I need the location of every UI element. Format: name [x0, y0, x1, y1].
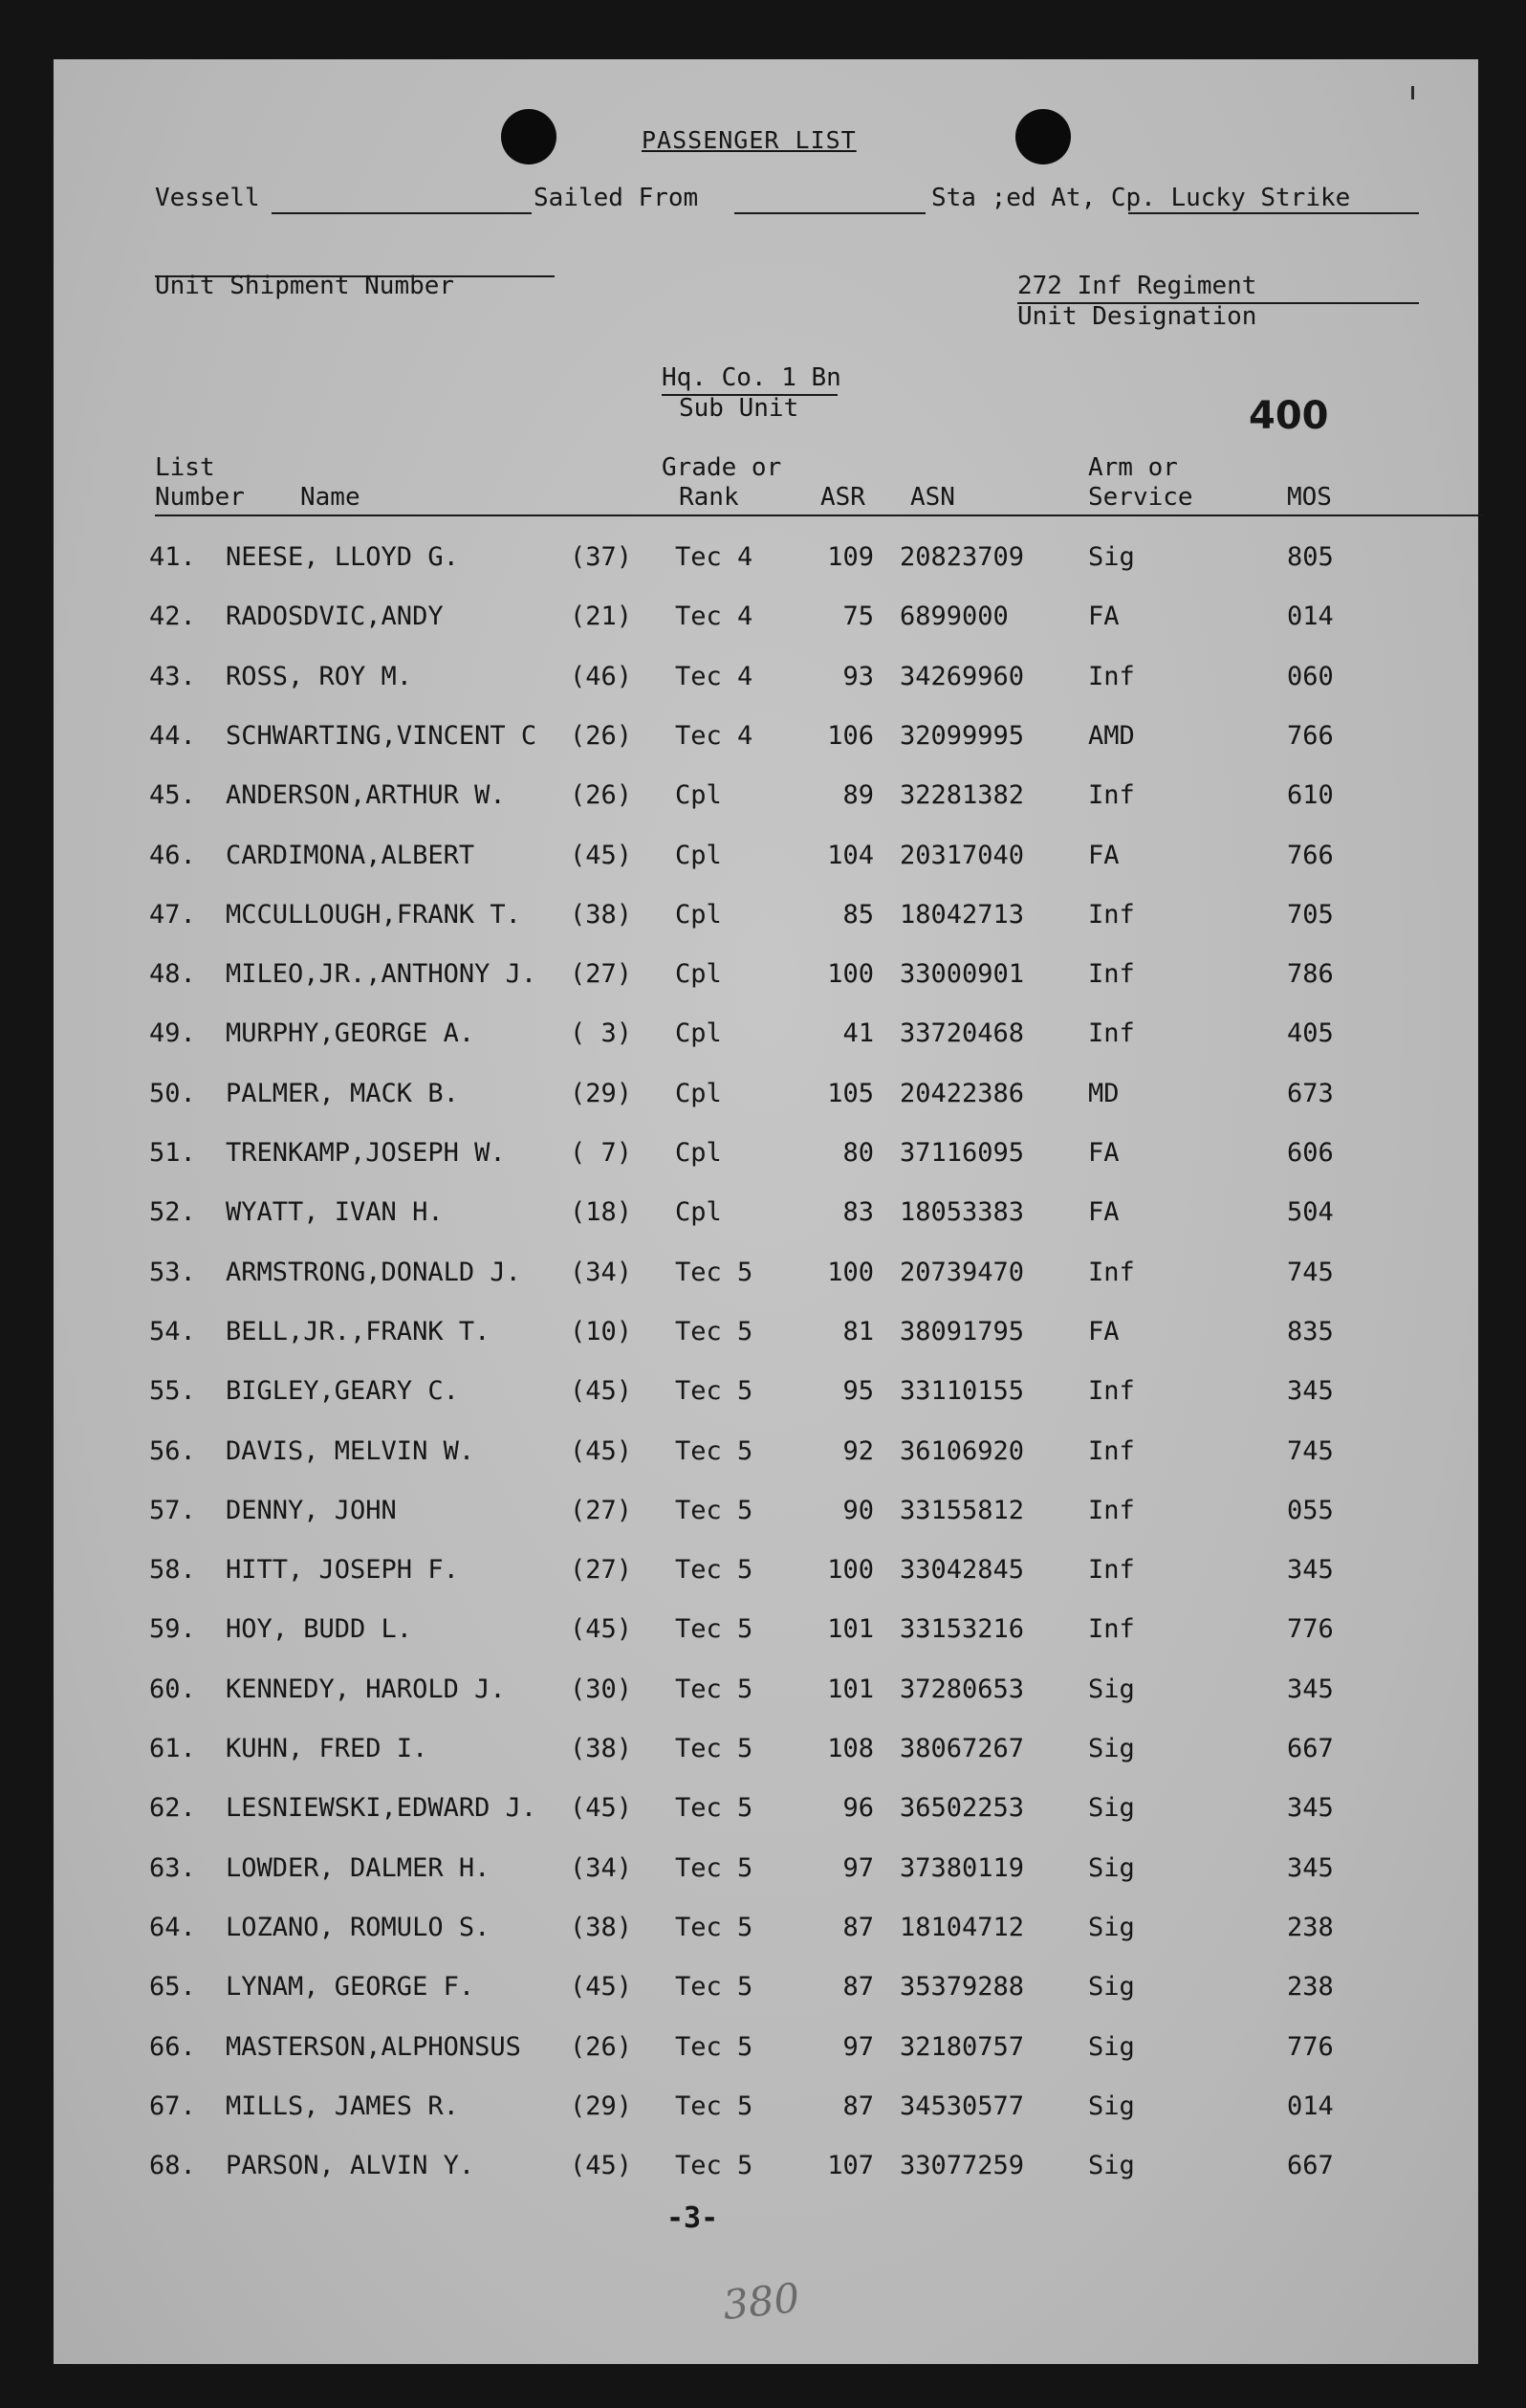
list-number: 51. [149, 1138, 196, 1168]
passenger-name: KENNEDY, HAROLD J. [226, 1675, 506, 1704]
table-row [54, 959, 1478, 997]
mos-code: 766 [1287, 721, 1334, 751]
army-serial-number: 34269960 [900, 662, 1025, 691]
list-number: 47. [149, 900, 196, 930]
list-number: 62. [149, 1793, 196, 1823]
list-number: 64. [149, 1913, 196, 1942]
passenger-name: LYNAM, GEORGE F. [226, 1972, 475, 2002]
army-serial-number: 33042845 [900, 1555, 1025, 1585]
table-row [54, 1376, 1478, 1414]
asr-score: 75 [842, 602, 874, 631]
age: (29) [570, 2091, 633, 2121]
passenger-name: TRENKAMP,JOSEPH W. [226, 1138, 506, 1168]
list-number: 45. [149, 780, 196, 810]
arm-service: Inf [1088, 1376, 1135, 1406]
table-row [54, 1913, 1478, 1951]
mos-code: 776 [1287, 1614, 1334, 1644]
army-serial-number: 20739470 [900, 1258, 1025, 1287]
age: (21) [570, 602, 633, 631]
table-row [54, 1793, 1478, 1831]
list-number: 41. [149, 542, 196, 572]
grade-rank: Tec 5 [675, 1734, 753, 1763]
age: (18) [570, 1197, 633, 1227]
age: (34) [570, 1258, 633, 1287]
table-row [54, 1734, 1478, 1772]
arm-service: Inf [1088, 1555, 1135, 1585]
mos-code: 745 [1287, 1258, 1334, 1287]
mos-header: MOS [1287, 483, 1332, 512]
punch-hole [1015, 109, 1071, 164]
arm-service: Inf [1088, 1018, 1135, 1048]
pencil-annotation: 380 [720, 2273, 802, 2330]
grade-rank: Tec 5 [675, 1793, 753, 1823]
list-number: 50. [149, 1079, 196, 1108]
asr-score: 100 [827, 959, 874, 989]
list-number: 52. [149, 1197, 196, 1227]
list-number-header [155, 453, 245, 513]
asr-score: 97 [842, 1853, 874, 1883]
arm-service: Sig [1088, 1853, 1135, 1883]
asr-score: 105 [827, 1079, 874, 1108]
army-serial-number: 33720468 [900, 1018, 1025, 1048]
asr-score: 107 [827, 2151, 874, 2180]
grade-rank: Tec 5 [675, 2032, 753, 2062]
mos-code: 405 [1287, 1018, 1334, 1048]
regiment-value: 272 Inf Regiment [1017, 272, 1257, 300]
scan-mark [1411, 86, 1414, 99]
arm-service: Sig [1088, 1972, 1135, 2002]
army-serial-number: 33155812 [900, 1496, 1025, 1525]
army-serial-number: 33077259 [900, 2151, 1025, 2180]
sub-unit-value: Hq. Co. 1 Bn [662, 363, 841, 392]
table-row [54, 1436, 1478, 1475]
mos-code: 805 [1287, 542, 1334, 572]
vessel-label: Vessell [155, 184, 260, 212]
mos-code: 345 [1287, 1853, 1334, 1883]
arm-service: Sig [1088, 1675, 1135, 1704]
grade-rank: Cpl [675, 1079, 722, 1108]
asr-score: 104 [827, 841, 874, 870]
age: (38) [570, 1913, 633, 1942]
mos-code: 345 [1287, 1376, 1334, 1406]
asr-score: 80 [842, 1138, 874, 1168]
asr-score: 81 [842, 1317, 874, 1346]
list-number: 42. [149, 602, 196, 631]
age: (46) [570, 662, 633, 691]
unit-shipment-number-label: Unit Shipment Number [155, 272, 455, 300]
mos-code: 667 [1287, 1734, 1334, 1763]
arm-service: Sig [1088, 2032, 1135, 2062]
passenger-name: MCCULLOUGH,FRANK T. [226, 900, 521, 930]
arm-service: Sig [1088, 1913, 1135, 1942]
army-serial-number: 20422386 [900, 1079, 1025, 1108]
age: (45) [570, 1793, 633, 1823]
header-rule [155, 514, 1484, 516]
grade-rank: Tec 5 [675, 2091, 753, 2121]
page-marker: -3- [666, 2201, 719, 2235]
age: (10) [570, 1317, 633, 1346]
list-number: 68. [149, 2151, 196, 2180]
unit-designation-label: Unit Designation [1017, 302, 1257, 331]
list-number: 60. [149, 1675, 196, 1704]
asr-score: 100 [827, 1258, 874, 1287]
army-serial-number: 33000901 [900, 959, 1025, 989]
passenger-name: MILLS, JAMES R. [226, 2091, 459, 2121]
punch-hole [501, 109, 556, 164]
list-number: 55. [149, 1376, 196, 1406]
asr-score: 87 [842, 2091, 874, 2121]
grade-header-line1: Grade or [662, 453, 782, 482]
age: ( 3) [570, 1018, 633, 1048]
sailed-from-label: Sailed From [534, 184, 699, 212]
grade-rank: Cpl [675, 1197, 722, 1227]
army-serial-number: 20823709 [900, 542, 1025, 572]
mos-code: 766 [1287, 841, 1334, 870]
arm-service: FA [1088, 602, 1120, 631]
asr-score: 87 [842, 1972, 874, 2002]
grade-rank: Tec 5 [675, 1376, 753, 1406]
list-number: 61. [149, 1734, 196, 1763]
asr-score: 96 [842, 1793, 874, 1823]
table-row [54, 1853, 1478, 1892]
grade-rank: Tec 5 [675, 1436, 753, 1466]
arm-service: Inf [1088, 1496, 1135, 1525]
mos-code: 705 [1287, 900, 1334, 930]
age: (38) [570, 1734, 633, 1763]
asr-score: 108 [827, 1734, 874, 1763]
passenger-name: NEESE, LLOYD G. [226, 542, 459, 572]
arm-service: Sig [1088, 1793, 1135, 1823]
table-row [54, 1018, 1478, 1057]
asr-score: 85 [842, 900, 874, 930]
arm-service-header [1088, 453, 1193, 513]
passenger-name: CARDIMONA,ALBERT [226, 841, 475, 870]
asr-score: 97 [842, 2032, 874, 2062]
passenger-name: MURPHY,GEORGE A. [226, 1018, 475, 1048]
list-number: 43. [149, 662, 196, 691]
army-serial-number: 34530577 [900, 2091, 1025, 2121]
army-serial-number: 37280653 [900, 1675, 1025, 1704]
age: (45) [570, 1436, 633, 1466]
army-serial-number: 35379288 [900, 1972, 1025, 2002]
arm-service: AMD [1088, 721, 1135, 751]
table-row [54, 780, 1478, 819]
army-serial-number: 32180757 [900, 2032, 1025, 2062]
arm-service: Inf [1088, 780, 1135, 810]
army-serial-number: 18053383 [900, 1197, 1025, 1227]
asn-header: ASN [910, 483, 955, 512]
army-serial-number: 18104712 [900, 1913, 1025, 1942]
service-header-line2: Service [1088, 483, 1193, 512]
age: (27) [570, 1496, 633, 1525]
table-row [54, 1555, 1478, 1593]
vessel-blank [272, 212, 532, 214]
table-row [54, 1138, 1478, 1176]
asr-score: 87 [842, 1913, 874, 1942]
grade-rank: Tec 5 [675, 1913, 753, 1942]
name-header: Name [300, 483, 360, 512]
army-serial-number: 6899000 [900, 602, 1009, 631]
army-serial-number: 37116095 [900, 1138, 1025, 1168]
asr-score: 89 [842, 780, 874, 810]
age: (45) [570, 841, 633, 870]
age: (45) [570, 2151, 633, 2180]
arm-service: FA [1088, 841, 1120, 870]
mos-code: 055 [1287, 1496, 1334, 1525]
mos-code: 345 [1287, 1555, 1334, 1585]
arm-service: Sig [1088, 2151, 1135, 2180]
age: (27) [570, 959, 633, 989]
grade-rank: Tec 4 [675, 602, 753, 631]
passenger-name: DENNY, JOHN [226, 1496, 397, 1525]
asr-score: 95 [842, 1376, 874, 1406]
list-number: 58. [149, 1555, 196, 1585]
table-row [54, 662, 1478, 700]
mos-code: 606 [1287, 1138, 1334, 1168]
passenger-name: MASTERSON,ALPHONSUS [226, 2032, 521, 2062]
arm-service: FA [1088, 1317, 1120, 1346]
sheet-number: 400 [1249, 394, 1329, 438]
age: (37) [570, 542, 633, 572]
mos-code: 835 [1287, 1317, 1334, 1346]
grade-rank: Cpl [675, 841, 722, 870]
passenger-name: RADOSDVIC,ANDY [226, 602, 444, 631]
passenger-name: PARSON, ALVIN Y. [226, 2151, 475, 2180]
arm-service: Sig [1088, 2091, 1135, 2121]
grade-rank: Cpl [675, 1138, 722, 1168]
grade-rank: Tec 5 [675, 1555, 753, 1585]
grade-rank: Tec 5 [675, 1972, 753, 2002]
mos-code: 345 [1287, 1675, 1334, 1704]
army-serial-number: 32099995 [900, 721, 1025, 751]
passenger-name: MILEO,JR.,ANTHONY J. [226, 959, 537, 989]
passenger-name: ROSS, ROY M. [226, 662, 413, 691]
mos-code: 667 [1287, 2151, 1334, 2180]
table-row [54, 1675, 1478, 1713]
mos-code: 504 [1287, 1197, 1334, 1227]
arm-service: FA [1088, 1138, 1120, 1168]
list-number: 49. [149, 1018, 196, 1048]
mos-code: 786 [1287, 959, 1334, 989]
arm-service: Inf [1088, 1436, 1135, 1466]
grade-rank: Tec 5 [675, 1496, 753, 1525]
table-row [54, 2091, 1478, 2130]
mos-code: 060 [1287, 662, 1334, 691]
passenger-list-page [54, 59, 1478, 2364]
asr-score: 101 [827, 1614, 874, 1644]
mos-code: 238 [1287, 1972, 1334, 2002]
table-row [54, 900, 1478, 938]
passenger-name: LOZANO, ROMULO S. [226, 1913, 490, 1942]
grade-rank: Tec 5 [675, 1317, 753, 1346]
age: ( 7) [570, 1138, 633, 1168]
list-number: 46. [149, 841, 196, 870]
age: (45) [570, 1614, 633, 1644]
grade-rank: Tec 5 [675, 1258, 753, 1287]
arm-service: MD [1088, 1079, 1120, 1108]
mos-code: 238 [1287, 1913, 1334, 1942]
list-number: 53. [149, 1258, 196, 1287]
grade-rank: Tec 4 [675, 542, 753, 572]
age: (26) [570, 2032, 633, 2062]
passenger-name: ARMSTRONG,DONALD J. [226, 1258, 521, 1287]
grade-rank: Cpl [675, 959, 722, 989]
table-row [54, 602, 1478, 640]
passenger-name: DAVIS, MELVIN W. [226, 1436, 475, 1466]
passenger-name: KUHN, FRED I. [226, 1734, 428, 1763]
table-row [54, 2151, 1478, 2189]
asr-score: 101 [827, 1675, 874, 1704]
table-row [54, 1496, 1478, 1534]
passenger-name: WYATT, IVAN H. [226, 1197, 444, 1227]
passenger-name: LOWDER, DALMER H. [226, 1853, 490, 1883]
arm-service: Sig [1088, 1734, 1135, 1763]
passenger-name: HITT, JOSEPH F. [226, 1555, 459, 1585]
asr-header: ASR [820, 483, 865, 512]
passenger-name: ANDERSON,ARTHUR W. [226, 780, 506, 810]
army-serial-number: 20317040 [900, 841, 1025, 870]
grade-rank: Tec 5 [675, 1853, 753, 1883]
grade-rank: Cpl [675, 780, 722, 810]
army-serial-number: 18042713 [900, 900, 1025, 930]
grade-rank: Tec 4 [675, 721, 753, 751]
passenger-name: BIGLEY,GEARY C. [226, 1376, 459, 1406]
list-number: 56. [149, 1436, 196, 1466]
list-number: 63. [149, 1853, 196, 1883]
passenger-name: BELL,JR.,FRANK T. [226, 1317, 490, 1346]
passenger-name: PALMER, MACK B. [226, 1079, 459, 1108]
grade-rank: Tec 5 [675, 2151, 753, 2180]
table-row [54, 841, 1478, 879]
staged-at-underline [1128, 212, 1419, 214]
passenger-name: SCHWARTING,VINCENT C [226, 721, 537, 751]
asr-score: 93 [842, 662, 874, 691]
age: (30) [570, 1675, 633, 1704]
arm-service: FA [1088, 1197, 1120, 1227]
table-row [54, 1972, 1478, 2010]
grade-rank: Cpl [675, 900, 722, 930]
asr-score: 41 [842, 1018, 874, 1048]
table-row [54, 2032, 1478, 2070]
table-row [54, 1079, 1478, 1117]
list-number: 57. [149, 1496, 196, 1525]
arm-service: Inf [1088, 662, 1135, 691]
army-serial-number: 36502253 [900, 1793, 1025, 1823]
arm-service: Inf [1088, 1258, 1135, 1287]
asr-score: 100 [827, 1555, 874, 1585]
army-serial-number: 38091795 [900, 1317, 1025, 1346]
arm-service: Inf [1088, 959, 1135, 989]
list-header-line1: List [155, 453, 215, 482]
age: (34) [570, 1853, 633, 1883]
mos-code: 610 [1287, 780, 1334, 810]
age: (45) [570, 1376, 633, 1406]
asr-score: 83 [842, 1197, 874, 1227]
asr-score: 92 [842, 1436, 874, 1466]
arm-service: Inf [1088, 900, 1135, 930]
mos-code: 776 [1287, 2032, 1334, 2062]
list-number: 48. [149, 959, 196, 989]
list-number: 66. [149, 2032, 196, 2062]
table-row [54, 542, 1478, 580]
age: (38) [570, 900, 633, 930]
mos-code: 673 [1287, 1079, 1334, 1108]
asr-score: 90 [842, 1496, 874, 1525]
grade-rank: Tec 5 [675, 1675, 753, 1704]
list-number: 54. [149, 1317, 196, 1346]
age: (26) [570, 721, 633, 751]
list-number: 65. [149, 1972, 196, 2002]
table-row [54, 1197, 1478, 1236]
mos-code: 014 [1287, 602, 1334, 631]
table-row [54, 721, 1478, 759]
army-serial-number: 37380119 [900, 1853, 1025, 1883]
grade-header-line2: Rank [679, 483, 739, 512]
staged-at: Sta ;ed At, Cp. Lucky Strike [931, 184, 1351, 212]
army-serial-number: 32281382 [900, 780, 1025, 810]
sailed-from-blank [734, 212, 926, 214]
army-serial-number: 36106920 [900, 1436, 1025, 1466]
age: (29) [570, 1079, 633, 1108]
army-serial-number: 33153216 [900, 1614, 1025, 1644]
document-title: PASSENGER LIST [642, 126, 857, 154]
grade-rank: Cpl [675, 1018, 722, 1048]
army-serial-number: 33110155 [900, 1376, 1025, 1406]
asr-score: 106 [827, 721, 874, 751]
sub-unit-label: Sub Unit [679, 394, 799, 423]
grade-rank: Tec 5 [675, 1614, 753, 1644]
army-serial-number: 38067267 [900, 1734, 1025, 1763]
list-number: 59. [149, 1614, 196, 1644]
passenger-name: HOY, BUDD L. [226, 1614, 413, 1644]
age: (27) [570, 1555, 633, 1585]
age: (45) [570, 1972, 633, 2002]
age: (26) [570, 780, 633, 810]
table-row [54, 1614, 1478, 1653]
number-header-line2: Number [155, 483, 245, 512]
arm-service: Sig [1088, 542, 1135, 572]
grade-header [662, 453, 781, 513]
grade-rank: Tec 4 [675, 662, 753, 691]
list-number: 67. [149, 2091, 196, 2121]
mos-code: 745 [1287, 1436, 1334, 1466]
passenger-name: LESNIEWSKI,EDWARD J. [226, 1793, 537, 1823]
mos-code: 014 [1287, 2091, 1334, 2121]
arm-header-line1: Arm or [1088, 453, 1178, 482]
arm-service: Inf [1088, 1614, 1135, 1644]
list-number: 44. [149, 721, 196, 751]
asr-score: 109 [827, 542, 874, 572]
mos-code: 345 [1287, 1793, 1334, 1823]
table-row [54, 1317, 1478, 1355]
table-row [54, 1258, 1478, 1296]
